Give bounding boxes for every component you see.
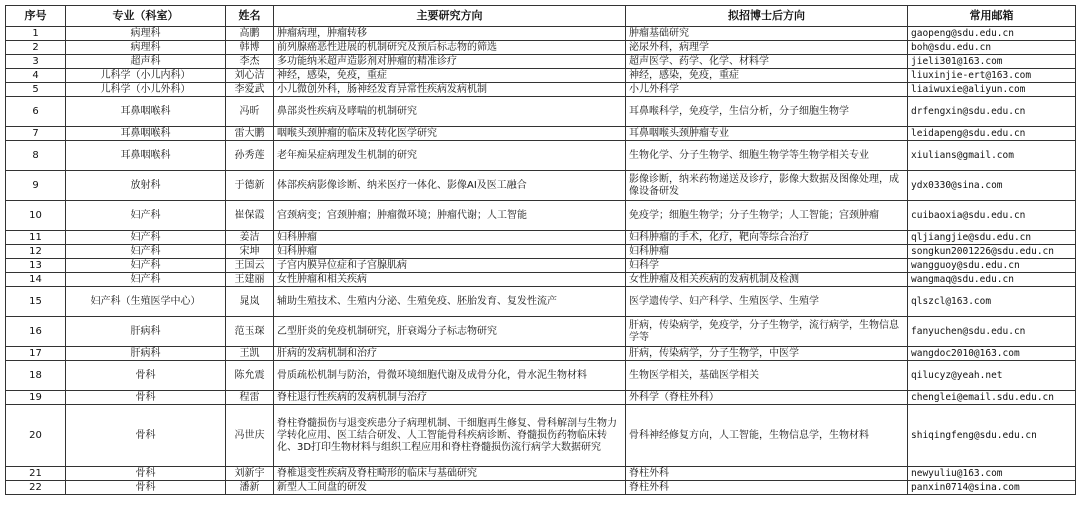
- header-name: 姓名: [226, 6, 274, 27]
- header-dept: 专业（科室）: [66, 6, 226, 27]
- table-row: [6, 259, 1076, 273]
- cell-email: ydx0330@sina.com: [908, 171, 1076, 201]
- cell-name: 李杰: [226, 55, 274, 69]
- cell-research: 乙型肝炎的免疫机制研究，肝衰竭分子标志物研究: [274, 317, 626, 347]
- cell-name: 雷大鹏: [226, 127, 274, 141]
- cell-no: 16: [6, 317, 66, 347]
- cell-research: 宫颈病变；宫颈肿瘤；肿瘤微环境；肿瘤代谢；人工智能: [274, 201, 626, 231]
- cell-postdoc: 肝病，传染病学，免疫学，分子生物学，流行病学，生物信息学等: [626, 317, 908, 347]
- cell-email: fanyuchen@sdu.edu.cn: [908, 317, 1076, 347]
- table-row: [6, 127, 1076, 141]
- cell-name: 刘新宇: [226, 467, 274, 481]
- cell-research: 子宫内膜异位症和子宫腺肌病: [274, 259, 626, 273]
- cell-name: 宋坤: [226, 245, 274, 259]
- cell-research: 脊柱退行性疾病的发病机制与治疗: [274, 391, 626, 405]
- cell-email: liuxinjie-ert@163.com: [908, 69, 1076, 83]
- cell-no: 8: [6, 141, 66, 171]
- cell-no: 17: [6, 347, 66, 361]
- cell-research: 肝病的发病机制和治疗: [274, 347, 626, 361]
- cell-no: 6: [6, 97, 66, 127]
- cell-email: wangdoc2010@163.com: [908, 347, 1076, 361]
- cell-name: 崔保霞: [226, 201, 274, 231]
- cell-postdoc: 医学遗传学、妇产科学、生殖医学、生殖学: [626, 287, 908, 317]
- cell-research: 新型人工间盘的研发: [274, 481, 626, 495]
- table-row: [6, 97, 1076, 127]
- cell-email: wangmaq@sdu.edu.cn: [908, 273, 1076, 287]
- cell-no: 3: [6, 55, 66, 69]
- cell-postdoc: 妇科学: [626, 259, 908, 273]
- cell-email: chenglei@email.sdu.edu.cn: [908, 391, 1076, 405]
- table-row: [6, 231, 1076, 245]
- cell-dept: 骨科: [66, 405, 226, 467]
- table-row: [6, 347, 1076, 361]
- table-row: [6, 391, 1076, 405]
- cell-no: 1: [6, 27, 66, 41]
- cell-dept: 妇产科: [66, 201, 226, 231]
- cell-no: 18: [6, 361, 66, 391]
- table-row: [6, 141, 1076, 171]
- table-row: [6, 69, 1076, 83]
- cell-dept: 骨科: [66, 361, 226, 391]
- table-row: [6, 287, 1076, 317]
- cell-dept: 骨科: [66, 481, 226, 495]
- cell-no: 12: [6, 245, 66, 259]
- cell-postdoc: 生物化学、分子生物学、细胞生物学等生物学相关专业: [626, 141, 908, 171]
- cell-dept: 放射科: [66, 171, 226, 201]
- cell-research: 妇科肿瘤: [274, 245, 626, 259]
- header-email: 常用邮箱: [908, 6, 1076, 27]
- cell-email: qlszcl@163.com: [908, 287, 1076, 317]
- cell-postdoc: 影像诊断，纳米药物递送及诊疗，影像大数据及图像处理，成像设备研发: [626, 171, 908, 201]
- cell-name: 冯昕: [226, 97, 274, 127]
- cell-email: leidapeng@sdu.edu.cn: [908, 127, 1076, 141]
- table-row: [6, 273, 1076, 287]
- cell-no: 14: [6, 273, 66, 287]
- cell-name: 范玉琛: [226, 317, 274, 347]
- cell-email: jieli301@163.com: [908, 55, 1076, 69]
- table-row: [6, 317, 1076, 347]
- cell-no: 9: [6, 171, 66, 201]
- cell-name: 高鹏: [226, 27, 274, 41]
- cell-dept: 超声科: [66, 55, 226, 69]
- cell-research: 辅助生殖技术、生殖内分泌、生殖免疫、胚胎发育、复发性流产: [274, 287, 626, 317]
- header-no: 序号: [6, 6, 66, 27]
- table-row: [6, 481, 1076, 495]
- cell-postdoc: 神经，感染，免疫，重症: [626, 69, 908, 83]
- cell-email: wangguoy@sdu.edu.cn: [908, 259, 1076, 273]
- cell-name: 王凯: [226, 347, 274, 361]
- cell-email: newyuliu@163.com: [908, 467, 1076, 481]
- cell-postdoc: 骨科神经修复方向，人工智能，生物信息学，生物材料: [626, 405, 908, 467]
- cell-research: 鼻部炎性疾病及哮喘的机制研究: [274, 97, 626, 127]
- cell-postdoc: 妇科肿瘤的手术，化疗，靶向等综合治疗: [626, 231, 908, 245]
- cell-dept: 病理科: [66, 41, 226, 55]
- header-research: 主要研究方向: [274, 6, 626, 27]
- cell-postdoc: 生物医学相关，基础医学相关: [626, 361, 908, 391]
- header-row: [6, 6, 1076, 27]
- cell-email: qljiangjie@sdu.edu.cn: [908, 231, 1076, 245]
- cell-email: qilucyz@yeah.net: [908, 361, 1076, 391]
- cell-research: 脊椎退变性疾病及脊柱畸形的临床与基础研究: [274, 467, 626, 481]
- cell-no: 19: [6, 391, 66, 405]
- cell-name: 孙秀莲: [226, 141, 274, 171]
- cell-email: songkun2001226@sdu.edu.cn: [908, 245, 1076, 259]
- table-row: [6, 405, 1076, 467]
- cell-postdoc: 妇科肿瘤: [626, 245, 908, 259]
- cell-no: 11: [6, 231, 66, 245]
- cell-postdoc: 免疫学；细胞生物学；分子生物学；人工智能；宫颈肿瘤: [626, 201, 908, 231]
- data-table: [5, 5, 1076, 495]
- cell-no: 22: [6, 481, 66, 495]
- cell-dept: 儿科学（小儿外科）: [66, 83, 226, 97]
- cell-dept: 骨科: [66, 391, 226, 405]
- cell-dept: 肝病科: [66, 317, 226, 347]
- cell-dept: 病理科: [66, 27, 226, 41]
- cell-dept: 妇产科: [66, 231, 226, 245]
- table-row: [6, 467, 1076, 481]
- cell-email: xiulians@gmail.com: [908, 141, 1076, 171]
- cell-name: 陈允震: [226, 361, 274, 391]
- cell-name: 韩博: [226, 41, 274, 55]
- cell-no: 21: [6, 467, 66, 481]
- cell-research: 肿瘤病理，肿瘤转移: [274, 27, 626, 41]
- cell-name: 李爱武: [226, 83, 274, 97]
- cell-no: 15: [6, 287, 66, 317]
- cell-name: 潘新: [226, 481, 274, 495]
- cell-dept: 妇产科: [66, 273, 226, 287]
- cell-name: 程雷: [226, 391, 274, 405]
- table-row: [6, 361, 1076, 391]
- cell-postdoc: 外科学（脊柱外科）: [626, 391, 908, 405]
- cell-dept: 妇产科: [66, 245, 226, 259]
- cell-email: gaopeng@sdu.edu.cn: [908, 27, 1076, 41]
- cell-name: 王国云: [226, 259, 274, 273]
- cell-dept: 耳鼻咽喉科: [66, 141, 226, 171]
- cell-name: 于德新: [226, 171, 274, 201]
- table-row: [6, 55, 1076, 69]
- cell-email: liaiwuxie@aliyun.com: [908, 83, 1076, 97]
- cell-dept: 妇产科: [66, 259, 226, 273]
- cell-email: boh@sdu.edu.cn: [908, 41, 1076, 55]
- cell-no: 4: [6, 69, 66, 83]
- cell-research: 体部疾病影像诊断、纳米医疗一体化、影像AI及医工融合: [274, 171, 626, 201]
- cell-postdoc: 超声医学、药学、化学、材料学: [626, 55, 908, 69]
- cell-dept: 骨科: [66, 467, 226, 481]
- cell-postdoc: 脊柱外科: [626, 481, 908, 495]
- cell-dept: 耳鼻咽喉科: [66, 97, 226, 127]
- cell-no: 10: [6, 201, 66, 231]
- cell-no: 7: [6, 127, 66, 141]
- cell-email: cuibaoxia@sdu.edu.cn: [908, 201, 1076, 231]
- cell-postdoc: 肝病，传染病学，分子生物学，中医学: [626, 347, 908, 361]
- table-row: [6, 201, 1076, 231]
- cell-no: 2: [6, 41, 66, 55]
- table-row: [6, 27, 1076, 41]
- cell-research: 小儿微创外科，肠神经发育异常性疾病发病机制: [274, 83, 626, 97]
- cell-research: 神经，感染，免疫，重症: [274, 69, 626, 83]
- cell-postdoc: 肿瘤基础研究: [626, 27, 908, 41]
- table-row: [6, 171, 1076, 201]
- cell-research: 女性肿瘤和相关疾病: [274, 273, 626, 287]
- cell-no: 20: [6, 405, 66, 467]
- cell-postdoc: 耳鼻喉科学，免疫学，生信分析，分子细胞生物学: [626, 97, 908, 127]
- cell-no: 13: [6, 259, 66, 273]
- table-row: [6, 245, 1076, 259]
- cell-research: 咽喉头颈肿瘤的临床及转化医学研究: [274, 127, 626, 141]
- cell-research: 骨质疏松机制与防治，骨微环境细胞代谢及成骨分化，骨水泥生物材料: [274, 361, 626, 391]
- table-row: [6, 83, 1076, 97]
- cell-name: 冯世庆: [226, 405, 274, 467]
- cell-email: shiqingfeng@sdu.edu.cn: [908, 405, 1076, 467]
- cell-dept: 妇产科（生殖医学中心）: [66, 287, 226, 317]
- cell-research: 前列腺癌恶性进展的机制研究及预后标志物的筛选: [274, 41, 626, 55]
- cell-name: 刘心洁: [226, 69, 274, 83]
- cell-postdoc: 女性肿瘤及相关疾病的发病机制及检测: [626, 273, 908, 287]
- cell-research: 妇科肿瘤: [274, 231, 626, 245]
- cell-name: 姜洁: [226, 231, 274, 245]
- cell-email: panxin0714@sina.com: [908, 481, 1076, 495]
- cell-no: 5: [6, 83, 66, 97]
- cell-dept: 耳鼻咽喉科: [66, 127, 226, 141]
- cell-postdoc: 脊柱外科: [626, 467, 908, 481]
- cell-name: 晁岚: [226, 287, 274, 317]
- cell-dept: 儿科学（小儿内科）: [66, 69, 226, 83]
- cell-name: 王建丽: [226, 273, 274, 287]
- table-row: [6, 41, 1076, 55]
- cell-postdoc: 耳鼻咽喉头颈肿瘤专业: [626, 127, 908, 141]
- cell-postdoc: 小儿外科学: [626, 83, 908, 97]
- cell-research: 老年痴呆症病理发生机制的研究: [274, 141, 626, 171]
- cell-email: drfengxin@sdu.edu.cn: [908, 97, 1076, 127]
- header-postdoc: 拟招博士后方向: [626, 6, 908, 27]
- cell-research: 脊柱脊髓损伤与退变疾患分子病理机制、干细胞再生修复、骨科解剖与生物力学转化应用、医工结合研发、人工智能骨科疾病诊断、脊髓损伤药物临床转化、3D打印生物材料与组织工程应用和脊柱脊髓损伤流行病学大数据研究: [274, 405, 626, 467]
- cell-research: 多功能纳米超声造影剂对肿瘤的精准诊疗: [274, 55, 626, 69]
- cell-dept: 肝病科: [66, 347, 226, 361]
- cell-postdoc: 泌尿外科，病理学: [626, 41, 908, 55]
